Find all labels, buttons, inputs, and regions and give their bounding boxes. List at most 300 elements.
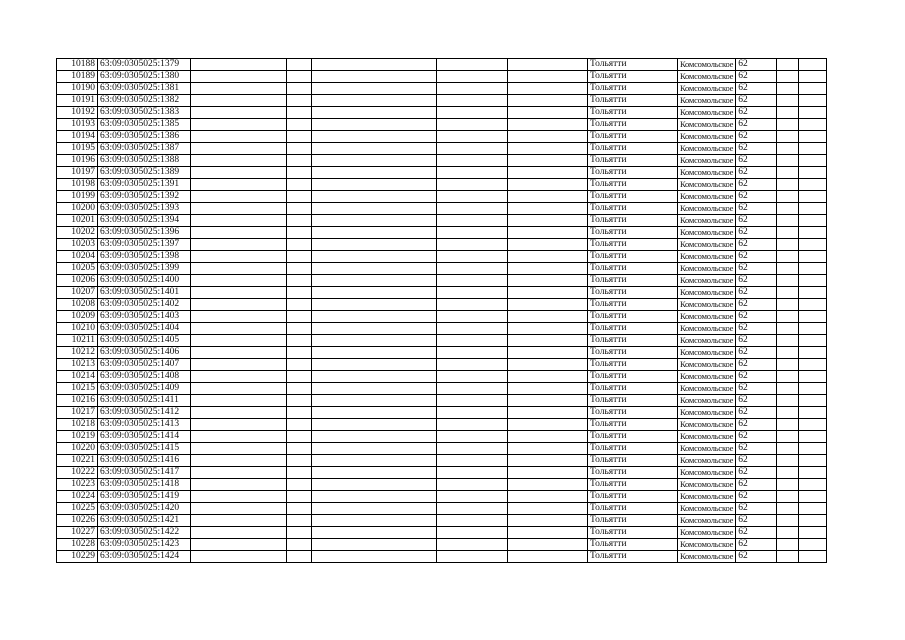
cell-empty	[777, 119, 799, 131]
cell-city: Тольятти	[588, 527, 678, 539]
table-row	[57, 107, 827, 119]
cell-empty	[191, 455, 287, 467]
cell-empty	[312, 143, 437, 155]
cell-empty	[191, 71, 287, 83]
cell-empty	[799, 311, 827, 323]
cell-empty	[508, 287, 588, 299]
cell-row-number: 10202	[57, 227, 98, 239]
cell-empty	[799, 287, 827, 299]
cell-empty	[312, 467, 437, 479]
cell-district: Комсомольское	[678, 395, 736, 407]
cell-district: Комсомольское	[678, 323, 736, 335]
cell-cadastral-number: 63:09:0305025:1396	[98, 227, 191, 239]
cell-empty	[191, 251, 287, 263]
cell-empty	[437, 299, 508, 311]
cell-empty	[287, 467, 312, 479]
cell-number: 62	[736, 143, 777, 155]
cell-empty	[508, 83, 588, 95]
cell-empty	[437, 515, 508, 527]
cell-row-number: 10218	[57, 419, 98, 431]
cell-empty	[437, 455, 508, 467]
cell-number: 62	[736, 227, 777, 239]
cell-empty	[191, 143, 287, 155]
cell-row-number: 10212	[57, 347, 98, 359]
cell-city: Тольятти	[588, 407, 678, 419]
cell-row-number: 10224	[57, 491, 98, 503]
table-row	[57, 443, 827, 455]
cell-empty	[312, 179, 437, 191]
cell-number: 62	[736, 131, 777, 143]
cell-empty	[287, 539, 312, 551]
cell-row-number: 10198	[57, 179, 98, 191]
cell-empty	[287, 503, 312, 515]
cell-district: Комсомольское	[678, 419, 736, 431]
cell-number: 62	[736, 407, 777, 419]
cell-empty	[799, 251, 827, 263]
cell-district: Комсомольское	[678, 467, 736, 479]
cell-number: 62	[736, 107, 777, 119]
cell-cadastral-number: 63:09:0305025:1389	[98, 167, 191, 179]
cell-row-number: 10219	[57, 431, 98, 443]
cell-empty	[777, 491, 799, 503]
cell-empty	[777, 287, 799, 299]
cell-empty	[191, 95, 287, 107]
cell-district: Комсомольское	[678, 515, 736, 527]
table-row	[57, 539, 827, 551]
cell-empty	[508, 71, 588, 83]
cell-row-number: 10226	[57, 515, 98, 527]
cell-district: Комсомольское	[678, 371, 736, 383]
cell-empty	[312, 155, 437, 167]
cell-city: Тольятти	[588, 107, 678, 119]
cell-empty	[312, 311, 437, 323]
table-row	[57, 323, 827, 335]
cell-empty	[799, 275, 827, 287]
cell-district: Комсомольское	[678, 131, 736, 143]
cell-empty	[508, 95, 588, 107]
cell-empty	[508, 59, 588, 71]
table-row	[57, 83, 827, 95]
cell-cadastral-number: 63:09:0305025:1381	[98, 83, 191, 95]
cell-empty	[437, 503, 508, 515]
cell-empty	[508, 227, 588, 239]
cell-number: 62	[736, 335, 777, 347]
cell-empty	[777, 179, 799, 191]
cell-empty	[191, 347, 287, 359]
cell-empty	[508, 263, 588, 275]
cell-city: Тольятти	[588, 551, 678, 563]
cell-empty	[312, 95, 437, 107]
cell-cadastral-number: 63:09:0305025:1414	[98, 431, 191, 443]
table-row	[57, 119, 827, 131]
table-row	[57, 503, 827, 515]
cell-city: Тольятти	[588, 395, 678, 407]
table-row	[57, 551, 827, 563]
cell-empty	[508, 131, 588, 143]
cell-number: 62	[736, 71, 777, 83]
cell-empty	[799, 431, 827, 443]
cell-empty	[312, 239, 437, 251]
cell-district: Комсомольское	[678, 119, 736, 131]
cell-empty	[191, 239, 287, 251]
cell-empty	[312, 59, 437, 71]
cell-district: Комсомольское	[678, 191, 736, 203]
cell-empty	[437, 59, 508, 71]
cell-empty	[191, 431, 287, 443]
cell-empty	[287, 131, 312, 143]
cell-city: Тольятти	[588, 491, 678, 503]
cell-number: 62	[736, 287, 777, 299]
cell-cadastral-number: 63:09:0305025:1421	[98, 515, 191, 527]
cell-empty	[508, 107, 588, 119]
cell-cadastral-number: 63:09:0305025:1386	[98, 131, 191, 143]
cell-empty	[799, 503, 827, 515]
cell-empty	[191, 59, 287, 71]
cell-cadastral-number: 63:09:0305025:1380	[98, 71, 191, 83]
cell-empty	[777, 299, 799, 311]
cell-number: 62	[736, 311, 777, 323]
cell-empty	[777, 59, 799, 71]
cell-city: Тольятти	[588, 131, 678, 143]
cell-empty	[799, 419, 827, 431]
table-row	[57, 335, 827, 347]
cell-number: 62	[736, 455, 777, 467]
cell-empty	[508, 275, 588, 287]
cell-number: 62	[736, 347, 777, 359]
cell-empty	[777, 431, 799, 443]
cell-empty	[312, 251, 437, 263]
cell-empty	[437, 239, 508, 251]
cell-district: Комсомольское	[678, 227, 736, 239]
cell-row-number: 10193	[57, 119, 98, 131]
cell-empty	[437, 179, 508, 191]
cell-district: Комсомольское	[678, 83, 736, 95]
cell-cadastral-number: 63:09:0305025:1382	[98, 95, 191, 107]
cell-city: Тольятти	[588, 371, 678, 383]
cell-empty	[191, 155, 287, 167]
cell-cadastral-number: 63:09:0305025:1417	[98, 467, 191, 479]
cell-empty	[191, 275, 287, 287]
cell-empty	[312, 539, 437, 551]
cell-empty	[191, 299, 287, 311]
cell-empty	[508, 119, 588, 131]
cell-empty	[799, 467, 827, 479]
cell-row-number: 10217	[57, 407, 98, 419]
cell-row-number: 10228	[57, 539, 98, 551]
cell-empty	[437, 431, 508, 443]
cell-number: 62	[736, 299, 777, 311]
cell-district: Комсомольское	[678, 59, 736, 71]
cell-empty	[777, 323, 799, 335]
cell-cadastral-number: 63:09:0305025:1404	[98, 323, 191, 335]
cell-empty	[287, 143, 312, 155]
cell-row-number: 10192	[57, 107, 98, 119]
cell-district: Комсомольское	[678, 215, 736, 227]
cell-cadastral-number: 63:09:0305025:1406	[98, 347, 191, 359]
cell-empty	[799, 347, 827, 359]
cell-empty	[437, 359, 508, 371]
cell-district: Комсомольское	[678, 479, 736, 491]
cell-empty	[799, 155, 827, 167]
cell-empty	[777, 143, 799, 155]
cell-empty	[777, 191, 799, 203]
data-table	[56, 58, 827, 563]
cell-empty	[287, 287, 312, 299]
cell-empty	[777, 467, 799, 479]
cell-empty	[312, 515, 437, 527]
cell-empty	[799, 527, 827, 539]
cell-city: Тольятти	[588, 383, 678, 395]
cell-empty	[508, 527, 588, 539]
cell-number: 62	[736, 539, 777, 551]
cell-number: 62	[736, 467, 777, 479]
cell-empty	[508, 455, 588, 467]
cell-district: Комсомольское	[678, 251, 736, 263]
cell-empty	[287, 167, 312, 179]
cell-empty	[437, 83, 508, 95]
cell-empty	[799, 551, 827, 563]
cell-empty	[508, 191, 588, 203]
table-row	[57, 347, 827, 359]
cell-empty	[312, 383, 437, 395]
cell-empty	[799, 335, 827, 347]
cell-number: 62	[736, 383, 777, 395]
cell-empty	[799, 359, 827, 371]
cell-empty	[312, 527, 437, 539]
cell-district: Комсомольское	[678, 107, 736, 119]
cell-city: Тольятти	[588, 167, 678, 179]
cell-row-number: 10227	[57, 527, 98, 539]
cell-empty	[191, 527, 287, 539]
cell-empty	[191, 539, 287, 551]
cell-number: 62	[736, 215, 777, 227]
cell-empty	[777, 155, 799, 167]
cell-empty	[508, 515, 588, 527]
cell-row-number: 10223	[57, 479, 98, 491]
cell-empty	[777, 479, 799, 491]
cell-row-number: 10205	[57, 263, 98, 275]
cell-row-number: 10199	[57, 191, 98, 203]
cell-city: Тольятти	[588, 323, 678, 335]
cell-cadastral-number: 63:09:0305025:1416	[98, 455, 191, 467]
cell-city: Тольятти	[588, 263, 678, 275]
cell-empty	[191, 479, 287, 491]
cell-empty	[287, 215, 312, 227]
cell-empty	[777, 395, 799, 407]
cell-city: Тольятти	[588, 179, 678, 191]
cell-empty	[508, 443, 588, 455]
cell-empty	[191, 131, 287, 143]
cell-empty	[437, 347, 508, 359]
cell-empty	[437, 371, 508, 383]
cell-empty	[191, 419, 287, 431]
cell-empty	[312, 107, 437, 119]
table-row	[57, 359, 827, 371]
cell-empty	[508, 539, 588, 551]
cell-empty	[312, 407, 437, 419]
cell-empty	[799, 299, 827, 311]
cell-empty	[287, 191, 312, 203]
table-row	[57, 455, 827, 467]
cell-empty	[312, 263, 437, 275]
cell-empty	[508, 323, 588, 335]
cell-empty	[777, 83, 799, 95]
cell-number: 62	[736, 251, 777, 263]
cell-cadastral-number: 63:09:0305025:1387	[98, 143, 191, 155]
table-row	[57, 311, 827, 323]
cell-cadastral-number: 63:09:0305025:1399	[98, 263, 191, 275]
cell-empty	[437, 383, 508, 395]
cell-empty	[799, 131, 827, 143]
cell-empty	[508, 203, 588, 215]
cell-empty	[191, 203, 287, 215]
cell-empty	[508, 155, 588, 167]
cell-district: Комсомольское	[678, 527, 736, 539]
cell-number: 62	[736, 491, 777, 503]
cell-empty	[508, 407, 588, 419]
cell-empty	[191, 443, 287, 455]
cell-district: Комсомольское	[678, 179, 736, 191]
cell-cadastral-number: 63:09:0305025:1401	[98, 287, 191, 299]
cell-empty	[312, 443, 437, 455]
cell-empty	[437, 407, 508, 419]
cell-empty	[287, 263, 312, 275]
cell-empty	[287, 431, 312, 443]
cell-empty	[508, 395, 588, 407]
cell-empty	[287, 275, 312, 287]
cell-empty	[312, 323, 437, 335]
cell-number: 62	[736, 431, 777, 443]
cell-empty	[191, 515, 287, 527]
cell-number: 62	[736, 359, 777, 371]
cell-number: 62	[736, 371, 777, 383]
cell-empty	[508, 299, 588, 311]
cell-cadastral-number: 63:09:0305025:1379	[98, 59, 191, 71]
table-row	[57, 71, 827, 83]
cell-number: 62	[736, 167, 777, 179]
cell-empty	[287, 251, 312, 263]
cell-empty	[508, 347, 588, 359]
table-row	[57, 491, 827, 503]
cell-empty	[508, 467, 588, 479]
cell-empty	[799, 143, 827, 155]
cell-cadastral-number: 63:09:0305025:1391	[98, 179, 191, 191]
cell-city: Тольятти	[588, 467, 678, 479]
cell-number: 62	[736, 515, 777, 527]
cell-row-number: 10197	[57, 167, 98, 179]
cell-empty	[437, 167, 508, 179]
cell-city: Тольятти	[588, 515, 678, 527]
cell-cadastral-number: 63:09:0305025:1403	[98, 311, 191, 323]
table-row	[57, 467, 827, 479]
cell-district: Комсомольское	[678, 143, 736, 155]
cell-empty	[777, 371, 799, 383]
cell-empty	[777, 239, 799, 251]
cell-empty	[287, 59, 312, 71]
cell-empty	[437, 419, 508, 431]
cell-empty	[508, 551, 588, 563]
cell-district: Комсомольское	[678, 95, 736, 107]
cell-city: Тольятти	[588, 155, 678, 167]
cell-empty	[312, 431, 437, 443]
cell-empty	[508, 371, 588, 383]
cell-empty	[191, 551, 287, 563]
cell-empty	[508, 239, 588, 251]
cell-empty	[437, 131, 508, 143]
cell-empty	[799, 443, 827, 455]
cell-empty	[437, 491, 508, 503]
cell-empty	[191, 323, 287, 335]
cell-district: Комсомольское	[678, 455, 736, 467]
cell-empty	[777, 455, 799, 467]
cell-empty	[777, 527, 799, 539]
cell-row-number: 10222	[57, 467, 98, 479]
cell-empty	[287, 335, 312, 347]
cell-empty	[287, 83, 312, 95]
cell-city: Тольятти	[588, 203, 678, 215]
table-row	[57, 131, 827, 143]
cell-cadastral-number: 63:09:0305025:1420	[98, 503, 191, 515]
cell-row-number: 10216	[57, 395, 98, 407]
cell-empty	[799, 239, 827, 251]
cell-empty	[287, 515, 312, 527]
cell-empty	[437, 155, 508, 167]
cell-empty	[799, 323, 827, 335]
cell-empty	[287, 299, 312, 311]
cell-empty	[312, 491, 437, 503]
cell-district: Комсомольское	[678, 551, 736, 563]
cell-empty	[312, 191, 437, 203]
cell-empty	[312, 479, 437, 491]
cell-cadastral-number: 63:09:0305025:1398	[98, 251, 191, 263]
cell-row-number: 10220	[57, 443, 98, 455]
cell-cadastral-number: 63:09:0305025:1405	[98, 335, 191, 347]
cell-city: Тольятти	[588, 287, 678, 299]
cell-row-number: 10189	[57, 71, 98, 83]
cell-empty	[191, 167, 287, 179]
cell-empty	[777, 251, 799, 263]
cell-empty	[437, 215, 508, 227]
cell-empty	[777, 407, 799, 419]
cell-empty	[191, 191, 287, 203]
cell-empty	[287, 491, 312, 503]
cell-empty	[777, 167, 799, 179]
cell-city: Тольятти	[588, 143, 678, 155]
cell-row-number: 10225	[57, 503, 98, 515]
table-row	[57, 203, 827, 215]
cell-cadastral-number: 63:09:0305025:1409	[98, 383, 191, 395]
cell-empty	[799, 179, 827, 191]
cell-empty	[508, 167, 588, 179]
cell-district: Комсомольское	[678, 359, 736, 371]
table-row	[57, 263, 827, 275]
cell-city: Тольятти	[588, 275, 678, 287]
cell-empty	[287, 371, 312, 383]
cell-empty	[191, 335, 287, 347]
cell-cadastral-number: 63:09:0305025:1411	[98, 395, 191, 407]
cell-number: 62	[736, 419, 777, 431]
cell-empty	[508, 179, 588, 191]
cell-empty	[312, 71, 437, 83]
cell-empty	[191, 503, 287, 515]
cell-district: Комсомольское	[678, 239, 736, 251]
cell-empty	[437, 71, 508, 83]
cell-number: 62	[736, 179, 777, 191]
table-row	[57, 239, 827, 251]
table-row	[57, 383, 827, 395]
cell-city: Тольятти	[588, 95, 678, 107]
cell-empty	[799, 539, 827, 551]
